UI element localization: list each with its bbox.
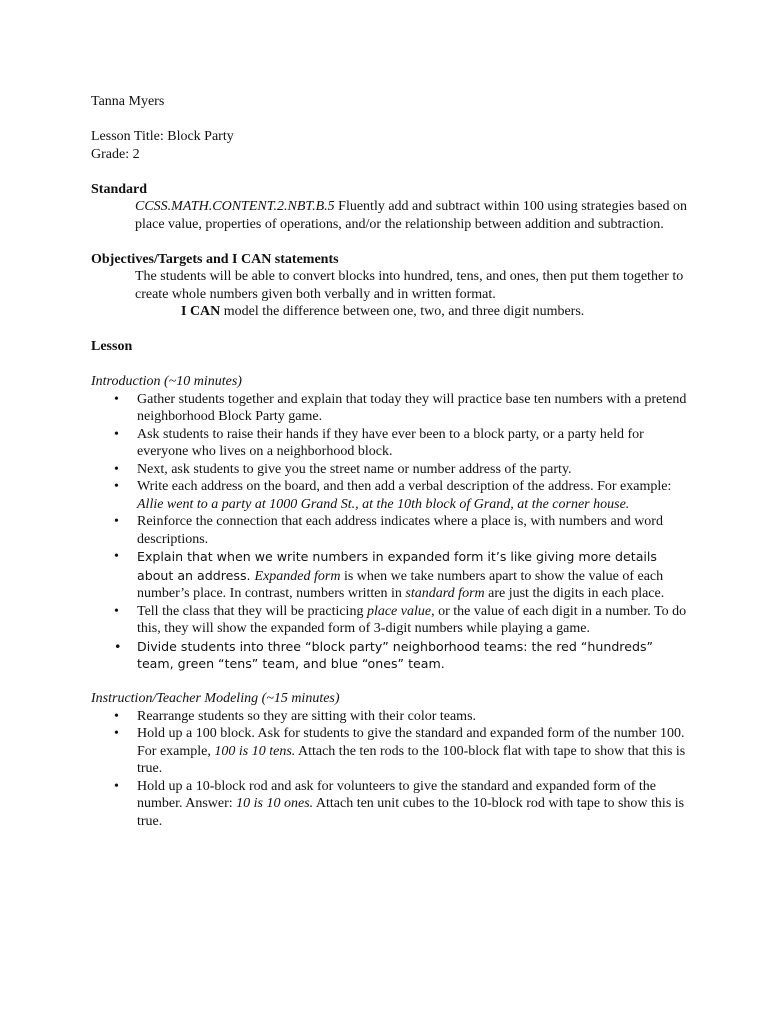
list-item-text: Attach ten unit cubes to the 10-block rod with tape to show this is true. (137, 796, 685, 829)
list-item-text: Attach the ten rods to the 100-block flat with tape to show that this is true. (137, 743, 686, 776)
list-item: • Rearrange students so they are sitting with their color teams. (91, 708, 691, 726)
list-item (91, 548, 691, 603)
standard-paragraph (91, 198, 691, 233)
author-name: Tanna Myers (91, 94, 165, 109)
introduction-heading: Introduction (~10 minutes) (91, 374, 242, 389)
ican-text: model the difference between one, two, and three digit numbers. (220, 304, 585, 319)
introduction-list (91, 391, 691, 673)
list-item-text: is when we take numbers apart to show the value of each number’s place. In contrast, numbers written in (137, 568, 664, 601)
ican-label: I CAN (181, 304, 221, 319)
list-item: • Divide students into three “block party” neighborhood teams: the red “hundreds” team, green “tens” team, and blue “ones” team. (91, 638, 691, 673)
example-text: 100 is 10 tens. (214, 743, 296, 759)
ican-statement (91, 303, 691, 321)
standard-code: CCSS.MATH.CONTENT.2.NBT.B.5 (135, 199, 335, 214)
list-item: • Next, ask students to give you the street name or number address of the party. (91, 461, 691, 479)
instruction-heading: Instruction/Teacher Modeling (~15 minutes) (91, 691, 340, 706)
list-item-text: Hold up a 10-block rod and ask for volunteers to give the standard and expanded form of the number. Answer: (137, 778, 657, 811)
standard-heading: Standard (91, 181, 148, 197)
list-item-text: Tell the class that they will be practicing (137, 603, 367, 619)
standard-text: Fluently add and subtract within 100 using strategies based on place value, properties of operations, and/or the relationship between addition and subtraction. (135, 199, 687, 232)
list-item-text: Hold up a 100 block. Ask for students to give the standard and expanded form of the number 100. For example, (137, 726, 685, 759)
list-item (91, 603, 691, 638)
objectives-text: The students will be able to convert blocks into hundred, tens, and ones, then put them together to create whole numbers given both verbally and in written format. (135, 269, 684, 302)
objectives-heading: Objectives/Targets and I CAN statements (91, 251, 339, 267)
list-item: • Gather students together and explain that today they will practice base ten numbers with a pretend neighborhood Block Party game. (91, 391, 691, 426)
instruction-list (91, 708, 691, 831)
list-item (91, 778, 691, 831)
list-item-text: , or the value of each digit in a number. To do this, they will show the expanded form of 3-digit numbers while playing a game. (137, 603, 687, 636)
term-standard-form: standard form (405, 586, 485, 601)
list-item-text: are just the digits in each place. (484, 586, 665, 601)
list-item-text: Explain that when we write numbers in expanded form it’s like giving more details about an address. (137, 549, 657, 583)
grade-level: Grade: 2 (91, 146, 140, 162)
list-item (91, 478, 691, 513)
list-item (91, 725, 691, 778)
lesson-title: Lesson Title: Block Party (91, 129, 234, 144)
lesson-heading: Lesson (91, 339, 133, 354)
example-text: Allie went to a party at 1000 Grand St., at the 10th block of Grand, at the corner house. (137, 496, 630, 512)
document-body (91, 93, 691, 830)
list-item-text: Write each address on the board, and then add a verbal description of the address. For example: (137, 479, 672, 494)
term-expanded-form: Expanded form (254, 568, 341, 584)
term-place-value: place value (366, 603, 432, 619)
list-item: • Reinforce the connection that each address indicates where a place is, with numbers and word descriptions. (91, 513, 691, 548)
example-text: 10 is 10 ones. (236, 796, 314, 811)
list-item: • Ask students to raise their hands if they have ever been to a block party, or a party held for everyone who lives on a neighborhood block. (91, 426, 691, 461)
